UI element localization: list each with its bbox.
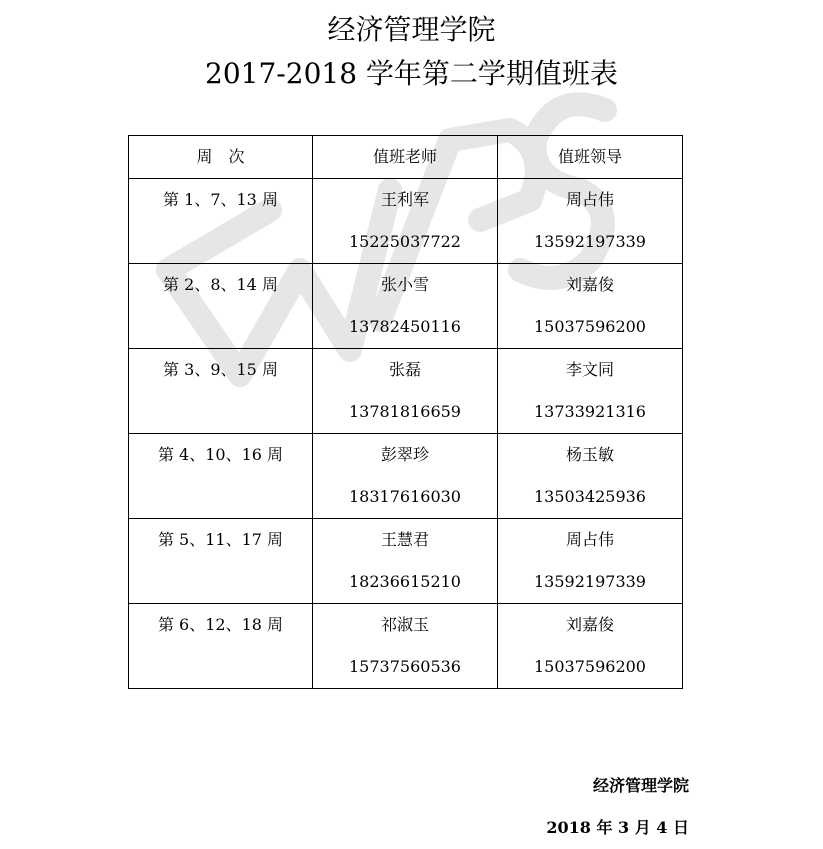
leader-name: 刘嘉俊 (565, 615, 614, 634)
teacher-cell (313, 434, 498, 519)
teacher-phone: 15737560536 (349, 657, 461, 676)
week-cell (129, 349, 313, 434)
leader-name: 李文同 (565, 360, 614, 379)
teacher-phone: 13782450116 (349, 317, 461, 336)
week-cell (129, 264, 313, 349)
week-label: 第 5、11、17 周 (157, 530, 284, 549)
table-row (129, 604, 683, 689)
teacher-cell (313, 604, 498, 689)
footer-date: 2018 年 3 月 4 日 (546, 818, 689, 837)
teacher-cell (313, 179, 498, 264)
teacher-phone: 18317616030 (349, 487, 461, 506)
leader-phone: 15037596200 (534, 317, 646, 336)
leader-name: 刘嘉俊 (565, 275, 614, 294)
table-row (129, 264, 683, 349)
teacher-cell (313, 264, 498, 349)
document-subtitle: 2017-2018 学年第二学期值班表 (205, 57, 618, 90)
teacher-name: 张小雪 (380, 275, 429, 294)
leader-cell (498, 604, 683, 689)
leader-name: 杨玉敏 (565, 445, 614, 464)
week-cell (129, 604, 313, 689)
leader-cell (498, 519, 683, 604)
table-row (129, 349, 683, 434)
leader-phone: 13733921316 (534, 402, 646, 421)
column-header-week: 周 次 (129, 136, 313, 179)
teacher-name: 祁淑玉 (380, 615, 429, 634)
week-cell (129, 179, 313, 264)
leader-phone: 13592197339 (534, 572, 646, 591)
leader-cell (498, 434, 683, 519)
footer-organization: 经济管理学院 (592, 776, 689, 795)
teacher-name: 张磊 (388, 360, 421, 379)
table-row (129, 519, 683, 604)
leader-cell (498, 349, 683, 434)
table-header-row (129, 136, 683, 179)
document-title: 经济管理学院 (327, 13, 496, 46)
week-cell (129, 519, 313, 604)
duty-roster-table (128, 135, 683, 689)
table-row (129, 179, 683, 264)
leader-cell (498, 264, 683, 349)
week-label: 第 2、8、14 周 (163, 275, 278, 294)
leader-name: 周占伟 (565, 530, 614, 549)
leader-phone: 15037596200 (534, 657, 646, 676)
teacher-name: 彭翠珍 (380, 445, 429, 464)
teacher-phone: 15225037722 (349, 232, 461, 251)
week-cell (129, 434, 313, 519)
week-label: 第 3、9、15 周 (163, 360, 278, 379)
week-label: 第 6、12、18 周 (157, 615, 284, 634)
teacher-cell (313, 349, 498, 434)
leader-phone: 13503425936 (534, 487, 646, 506)
leader-cell (498, 179, 683, 264)
teacher-phone: 18236615210 (349, 572, 461, 591)
week-label: 第 1、7、13 周 (163, 190, 278, 209)
teacher-name: 王慧君 (380, 530, 429, 549)
week-label: 第 4、10、16 周 (157, 445, 284, 464)
column-header-leader: 值班领导 (498, 136, 683, 179)
teacher-name: 王利军 (380, 190, 429, 209)
leader-phone: 13592197339 (534, 232, 646, 251)
leader-name: 周占伟 (565, 190, 614, 209)
teacher-cell (313, 519, 498, 604)
teacher-phone: 13781816659 (349, 402, 461, 421)
table-row (129, 434, 683, 519)
column-header-teacher: 值班老师 (313, 136, 498, 179)
